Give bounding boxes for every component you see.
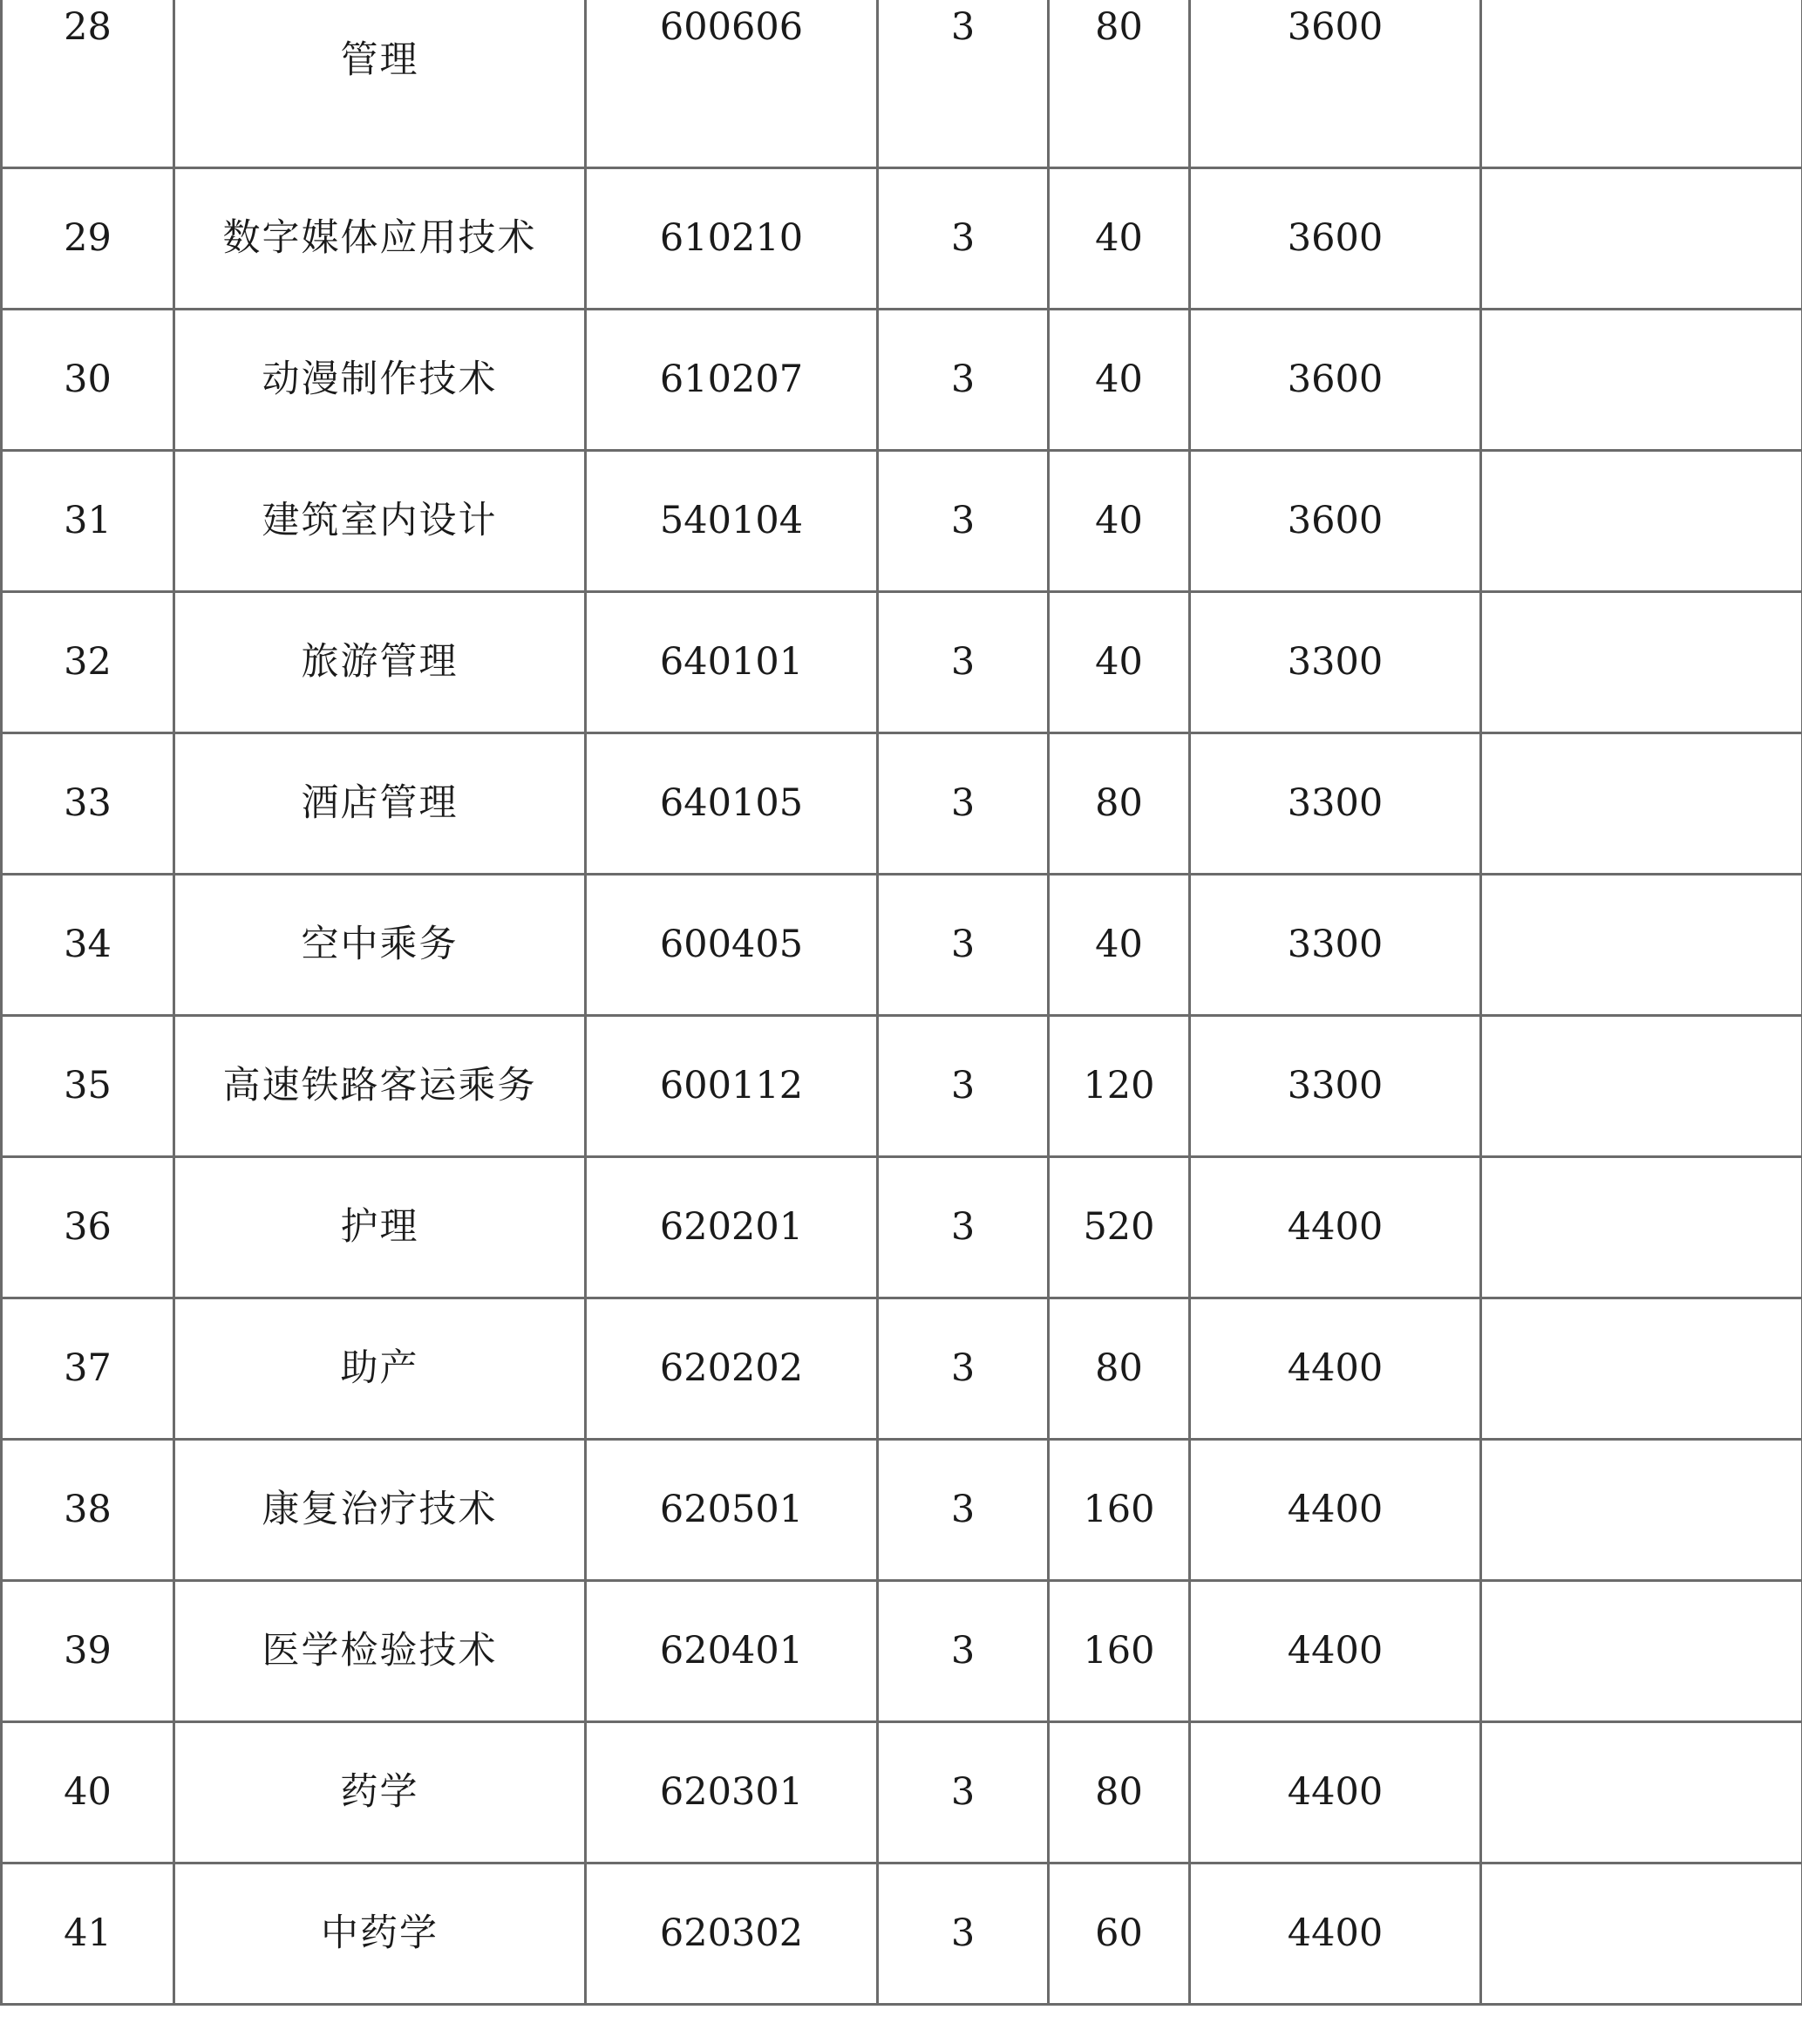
remarks-cell <box>1481 310 1802 451</box>
enrollment-plan-cell: 160 <box>1049 1440 1190 1581</box>
remarks-cell <box>1481 1440 1802 1581</box>
duration-years-cell: 3 <box>878 1440 1049 1581</box>
enrollment-plan-cell: 40 <box>1049 875 1190 1016</box>
enrollment-plan-cell: 120 <box>1049 1016 1190 1157</box>
row-number-cell: 33 <box>2 733 174 875</box>
remarks-cell <box>1481 733 1802 875</box>
enrollment-plan-cell: 40 <box>1049 592 1190 733</box>
row-number-cell: 35 <box>2 1016 174 1157</box>
duration-years-cell: 3 <box>878 1157 1049 1298</box>
major-code-cell: 600606 <box>586 0 878 168</box>
major-name-cell: 空中乘务 <box>174 875 586 1016</box>
major-code-cell: 620302 <box>586 1863 878 2005</box>
table-body <box>2 0 1802 2005</box>
tuition-fee-cell: 3600 <box>1190 310 1481 451</box>
remarks-cell <box>1481 1722 1802 1863</box>
remarks-cell <box>1481 1863 1802 2005</box>
duration-years-cell: 3 <box>878 168 1049 310</box>
table-row <box>2 310 1802 451</box>
major-name-cell: 助产 <box>174 1298 586 1440</box>
duration-years-cell: 3 <box>878 310 1049 451</box>
enrollment-plan-cell: 80 <box>1049 733 1190 875</box>
remarks-cell <box>1481 0 1802 168</box>
enrollment-plan-cell: 160 <box>1049 1581 1190 1722</box>
tuition-fee-cell: 4400 <box>1190 1298 1481 1440</box>
enrollment-plan-cell: 40 <box>1049 168 1190 310</box>
duration-years-cell: 3 <box>878 1298 1049 1440</box>
enrollment-plan-cell: 40 <box>1049 451 1190 592</box>
major-name-cell: 护理 <box>174 1157 586 1298</box>
remarks-cell <box>1481 168 1802 310</box>
table-row <box>2 1016 1802 1157</box>
major-name-cell: 医学检验技术 <box>174 1581 586 1722</box>
enrollment-plan-cell: 60 <box>1049 1863 1190 2005</box>
table-row <box>2 592 1802 733</box>
remarks-cell <box>1481 1016 1802 1157</box>
table-row <box>2 875 1802 1016</box>
tuition-fee-cell: 3600 <box>1190 451 1481 592</box>
major-code-cell: 600112 <box>586 1016 878 1157</box>
table-row <box>2 1157 1802 1298</box>
major-name-cell: 建筑室内设计 <box>174 451 586 592</box>
row-number-cell: 40 <box>2 1722 174 1863</box>
enrollment-plan-cell: 40 <box>1049 310 1190 451</box>
row-number-cell: 39 <box>2 1581 174 1722</box>
enrollment-plan-cell: 520 <box>1049 1157 1190 1298</box>
major-code-cell: 620202 <box>586 1298 878 1440</box>
tuition-fee-cell: 3600 <box>1190 168 1481 310</box>
major-name-cell: 药学 <box>174 1722 586 1863</box>
tuition-fee-cell: 3300 <box>1190 592 1481 733</box>
major-code-cell: 620301 <box>586 1722 878 1863</box>
major-code-cell: 540104 <box>586 451 878 592</box>
major-code-cell: 640101 <box>586 592 878 733</box>
row-number-cell: 38 <box>2 1440 174 1581</box>
table-row <box>2 0 1802 168</box>
tuition-fee-cell: 4400 <box>1190 1581 1481 1722</box>
major-code-cell: 620501 <box>586 1440 878 1581</box>
enrollment-plan-cell: 80 <box>1049 1722 1190 1863</box>
tuition-fee-cell: 3300 <box>1190 733 1481 875</box>
tuition-fee-cell: 4400 <box>1190 1863 1481 2005</box>
table-row <box>2 733 1802 875</box>
tuition-fee-cell: 4400 <box>1190 1440 1481 1581</box>
major-code-cell: 600405 <box>586 875 878 1016</box>
table-row <box>2 168 1802 310</box>
row-number-cell: 37 <box>2 1298 174 1440</box>
table-row <box>2 1863 1802 2005</box>
remarks-cell <box>1481 451 1802 592</box>
tuition-fee-cell: 4400 <box>1190 1157 1481 1298</box>
remarks-cell <box>1481 592 1802 733</box>
major-code-cell: 610207 <box>586 310 878 451</box>
remarks-cell <box>1481 1298 1802 1440</box>
duration-years-cell: 3 <box>878 1016 1049 1157</box>
row-number-cell: 29 <box>2 168 174 310</box>
major-name-cell: 酒店管理 <box>174 733 586 875</box>
row-number-cell: 36 <box>2 1157 174 1298</box>
row-number-cell: 41 <box>2 1863 174 2005</box>
row-number-cell: 32 <box>2 592 174 733</box>
duration-years-cell: 3 <box>878 451 1049 592</box>
duration-years-cell: 3 <box>878 733 1049 875</box>
row-number-cell: 31 <box>2 451 174 592</box>
remarks-cell <box>1481 1157 1802 1298</box>
duration-years-cell: 3 <box>878 0 1049 168</box>
enrollment-plan-cell: 80 <box>1049 1298 1190 1440</box>
major-name-cell: 旅游管理 <box>174 592 586 733</box>
major-name-cell: 数字媒体应用技术 <box>174 168 586 310</box>
table-row <box>2 1722 1802 1863</box>
table-row <box>2 451 1802 592</box>
tuition-fee-cell: 3300 <box>1190 875 1481 1016</box>
enrollment-plan-cell: 80 <box>1049 0 1190 168</box>
duration-years-cell: 3 <box>878 1863 1049 2005</box>
row-number-cell: 28 <box>2 0 174 168</box>
row-number-cell: 30 <box>2 310 174 451</box>
major-name-cell: 中药学 <box>174 1863 586 2005</box>
tuition-fee-cell: 3600 <box>1190 0 1481 168</box>
tuition-fee-cell: 3300 <box>1190 1016 1481 1157</box>
major-code-cell: 620201 <box>586 1157 878 1298</box>
major-code-cell: 610210 <box>586 168 878 310</box>
major-name-cell: 管理 <box>174 0 586 168</box>
duration-years-cell: 3 <box>878 1581 1049 1722</box>
major-code-cell: 640105 <box>586 733 878 875</box>
major-code-cell: 620401 <box>586 1581 878 1722</box>
table-row <box>2 1440 1802 1581</box>
row-number-cell: 34 <box>2 875 174 1016</box>
duration-years-cell: 3 <box>878 875 1049 1016</box>
remarks-cell <box>1481 1581 1802 1722</box>
table-row <box>2 1298 1802 1440</box>
remarks-cell <box>1481 875 1802 1016</box>
tuition-fee-cell: 4400 <box>1190 1722 1481 1863</box>
table-row <box>2 1581 1802 1722</box>
duration-years-cell: 3 <box>878 1722 1049 1863</box>
major-name-cell: 动漫制作技术 <box>174 310 586 451</box>
duration-years-cell: 3 <box>878 592 1049 733</box>
major-name-cell: 康复治疗技术 <box>174 1440 586 1581</box>
major-name-cell: 高速铁路客运乘务 <box>174 1016 586 1157</box>
